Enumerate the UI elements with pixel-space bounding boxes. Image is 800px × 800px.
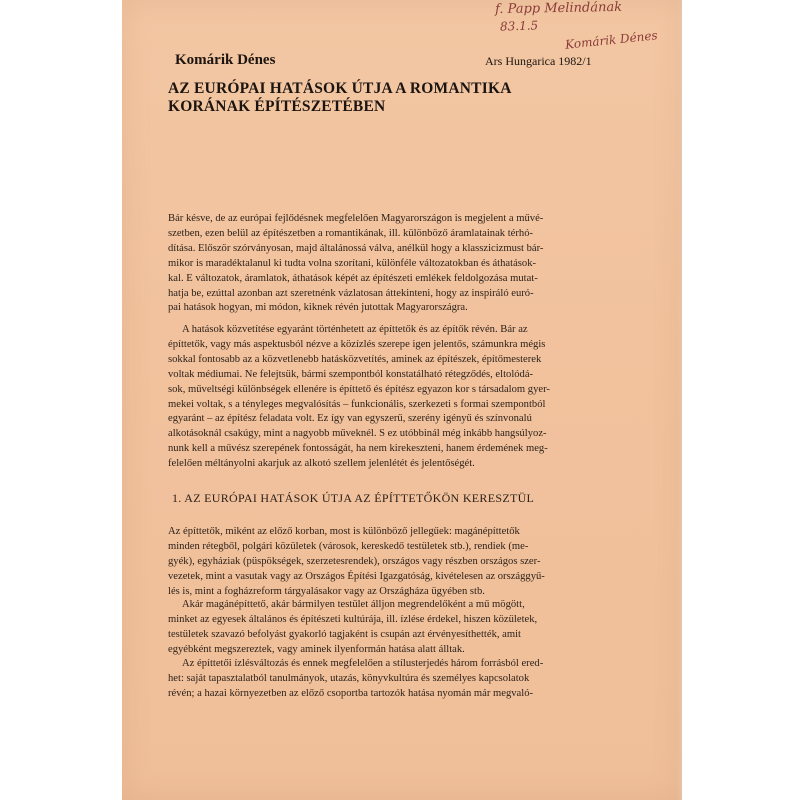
text-line: sokkal fontosabb az a közvetlenebb hatásközvetítés, aminek az építészek, építőmesterek: [168, 353, 542, 365]
handwritten-dedication: f. Papp Melindának: [494, 0, 623, 18]
text-line: vezetek, mint a vasutak vagy az Országos Építési Igazgatóság, kivételesen az országgyű-: [168, 570, 545, 582]
handwritten-date: 83.1.5: [499, 18, 539, 34]
text-line: Az építtetők, miként az előző korban, most is különböző jellegűek: magánépíttetők: [168, 526, 520, 537]
text-line: minket az egyesek általános és építészeti kultúrája, ill. ízlése érdekel, hiszen közületek,: [168, 613, 538, 625]
text-line: egyébként megszereztek, vagy aminek ilyenformán hatása alatt álltak.: [168, 643, 465, 655]
text-line: révén; a hazai környezetben az előző csoportba tartozók hatása nyomán már megvaló-: [168, 687, 534, 699]
text-line: het: saját tapasztalatból tanulmányok, utazás, könyvkultúra és személyes kapcsolatok: [168, 672, 530, 684]
text-line: szetben, ezen belül az építészetben a romantikának, ill. különböző áramlatainak térhó-: [168, 227, 534, 239]
text-line: pai hatások hogyan, mi módon, kiknek révén jutottak Magyarországra.: [168, 302, 468, 314]
text-line: A hatások közvetítése egyaránt történhetett az építtetők és az építők révén. Bár az: [182, 324, 528, 335]
paragraph-taste: [168, 598, 578, 658]
paragraph-mediation: [168, 323, 578, 472]
text-line: dítása. Először szórványosan, majd általánossá válva, anélkül hogy a klasszicizmust bár-: [168, 242, 544, 254]
title-line: AZ EURÓPAI HATÁSOK ÚTJA A ROMANTIKA: [168, 80, 512, 97]
text-line: gyék), egyháziak (püspökségek, szerzetesrendek), országos vagy részben országos szer-: [168, 555, 541, 567]
text-line: mikor is maradéktalanul ki tudta volna szorítani, különféle változatokban és áthatások-: [168, 257, 537, 269]
journal-reference: Ars Hungarica 1982/1: [485, 54, 592, 68]
text-line: Akár magánépíttető, akár bármilyen testület álljon megrendelőként a mű mögött,: [182, 599, 525, 610]
text-line: egyaránt – az építész feladata volt. Ez így van egyszerű, szerény igényű és színvonalú: [168, 413, 532, 425]
text-line: lés is, mint a fogházreform tárgyalásakor vagy az Országháza ügyében stb.: [168, 585, 485, 597]
title-line: KORÁNAK ÉPÍTÉSZETÉBEN: [168, 98, 386, 115]
author-name: Komárik Dénes: [175, 52, 276, 68]
text-line: hatja be, ezúttal azonban azt szeretnénk vázlatosan áttekinteni, hogy az inspiráló euró-: [168, 287, 534, 299]
text-line: nunk kell a művész szerepének fontosságát, ha nem kirekeszteni, hanem érdemének meg-: [168, 443, 548, 455]
text-line: Az építtetői ízlésváltozás és ennek megfelelően a stílusterjedés három forrásból ered-: [182, 658, 544, 669]
text-line: alkotásoknál csakúgy, mint a nagyobb műveknél. S ez utóbbinál még inkább hangsúlyoz-: [168, 428, 547, 440]
paragraph-patrons: [168, 525, 578, 600]
text-line: Bár késve, de az európai fejlődésnek megfelelően Magyarországon is megjelent a művé-: [168, 213, 544, 224]
paragraph-intro: [168, 212, 578, 316]
paragraph-sources: [168, 657, 578, 702]
text-line: építtetők, vagy más aspektusból nézve a közízlés szerepe igen jelentős, számunkra mégis: [168, 338, 546, 350]
text-line: minden rétegből, polgári közületek (városok, kereskedő testületek stb.), rendiek (me-: [168, 540, 529, 552]
text-line: mekei voltak, s a tényleges megvalósítás – funkcionális, szerkezeti s formai szempontból: [168, 398, 546, 410]
handwritten-signature: Komárik Dénes: [564, 28, 659, 52]
article-title: [168, 80, 588, 116]
text-line: kal. E változatok, áramlatok, áthatások képét az építészeti emlékek feldolgozása mutat-: [168, 272, 538, 284]
text-line: felelően méltányolni akarjuk az alkotó szellem jelenlétét és jelentőségét.: [168, 458, 475, 470]
text-line: testületek szavazó befolyást gyakorló tagjaként is csupán azt érvényesíthették, amit: [168, 628, 521, 640]
text-line: sok, műveltségi különbségek ellenére is építtető és építész egyazon kor s társadalom gyer-: [168, 383, 550, 395]
section-heading: 1. AZ EURÓPAI HATÁSOK ÚTJA AZ ÉPÍTTETŐKÖN KERESZTÜL: [172, 491, 535, 505]
text-line: voltak médiumai. Ne felejtsük, bármi szempontból konstatálható rétegződés, eltolódá-: [168, 368, 534, 380]
